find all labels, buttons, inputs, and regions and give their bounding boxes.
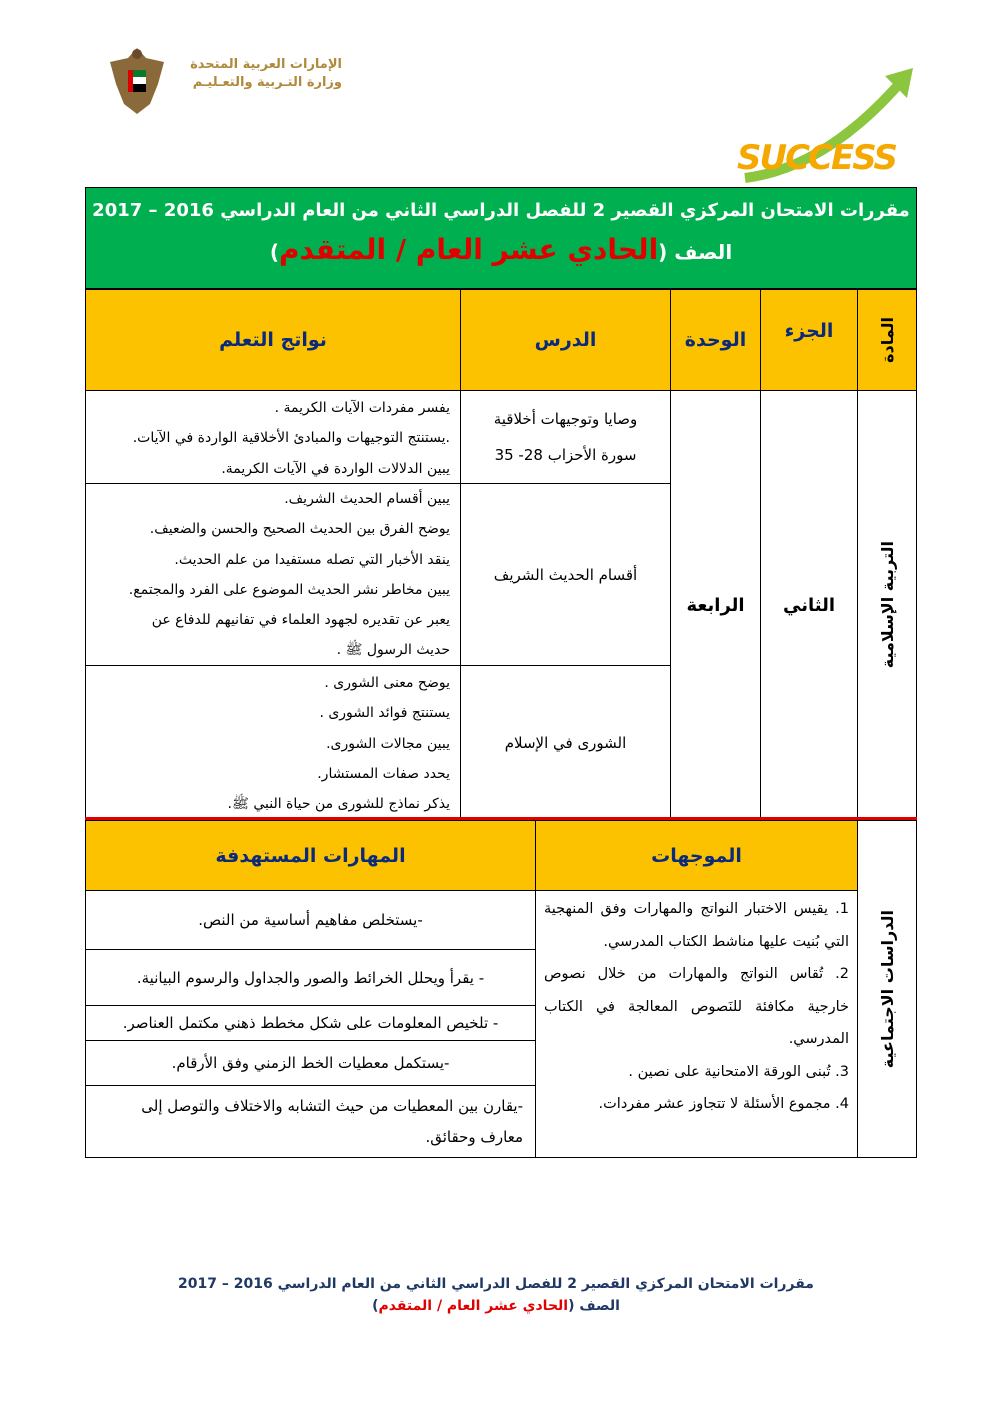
subject-islamic [857,390,917,820]
outcome-item: يعبر عن تقديره لجهود العلماء في تفانيهم للدفاع عن [151,612,450,629]
subject-social [857,820,917,1158]
subject-islamic-label: التربية الإسلامية [877,541,897,669]
outcomes-cell [85,483,461,666]
paren: ) [269,240,279,264]
outcome-item: حديث الرسول ﷺ . [336,642,450,659]
outcome-item: يبين مجالات الشورى. [326,735,450,752]
footer [150,1273,842,1317]
header-lesson: الدرس [460,289,671,391]
direction-item: 4. مجموع الأسئلة لا تتجاوز عشر مفردات. [598,1096,849,1112]
lesson-title: الشورى في الإسلام [504,733,627,752]
title-banner [85,187,917,289]
directions-cell [535,890,858,1158]
outcome-item: يفسر مفردات الآيات الكريمة . [274,400,450,416]
skill-cell: -يقارن بين المعطيات من حيث التشابه والاختلاف والتوصل إلى معارف وحقائق. [85,1085,536,1158]
lesson-subtitle: سورة الأحزاب 28- 35 [494,446,637,464]
footer-grade-prefix: الصف [579,1298,620,1314]
direction-item: 1. يقيس الاختبار النواتج والمهارات وفق المنهجية التي بُنيت عليها مناشط الكتاب المدرسي. [544,901,849,950]
footer-grade: الحادي عشر العام / المتقدم [378,1298,569,1314]
subject-social-label: الدراسات الاجتماعية [877,909,897,1069]
success-logo-text: SUCCESS [737,138,896,178]
outcome-item: يبين أقسام الحديث الشريف. [284,491,450,507]
outcome-item: يوضح معنى الشورى . [324,675,450,691]
org-name-line2: وزارة التـربية والتعـليـم [192,75,342,90]
skill-cell: -يستخلص مفاهيم أساسية من النص. [85,890,536,950]
uae-emblem-logo [106,44,168,118]
unit-cell: الرابعة [670,390,761,820]
header-skills: المهارات المستهدفة [85,820,536,891]
footer-line2: الصف (الحادي عشر العام / المتقدم) [372,1298,620,1314]
outcome-item: يذكر نماذج للشورى من حياة النبي ﷺ. [227,796,450,813]
lesson-cell [460,390,671,484]
grade-name: الحادي عشر العام / المتقدم [278,233,659,266]
outcome-item: يحدد صفات المستشار. [317,765,450,782]
skill-cell: - يقرأ ويحلل الخرائط والصور والجداول والرسوم البيانية. [85,949,536,1006]
outcome-item: يبين مخاطر نشر الحديث الموضوع على الفرد والمجتمع. [128,581,450,598]
header-unit: الوحدة [670,289,761,391]
title-line1: مقررات الامتحان المركزي القصير 2 للفصل الدراسي الثاني من العام الدراسي 2016 – 2017 [92,200,910,221]
header-subject [857,289,917,391]
lesson-title: أقسام الحديث الشريف [493,565,638,584]
outcome-item: ينقد الأخبار التي تصله مستفيدا من علم الحديث. [174,551,450,568]
header-outcomes: نواتج التعلم [85,289,461,391]
paren: ( [658,240,668,264]
header-part: الجزء [760,289,858,391]
header-subject-label: المادة [877,317,897,363]
header-directions: الموجهات [535,820,858,891]
success-logo [735,68,915,188]
outcomes-cell [85,390,461,484]
footer-line1: مقررات الامتحان المركزي القصير 2 للفصل الدراسي الثاني من العام الدراسي 2016 – 2017 [178,1276,814,1292]
org-name [170,56,342,92]
title-line2 [86,233,916,266]
part-cell: الثاني [760,390,858,820]
outcome-item: يستنتج فوائد الشورى . [319,705,450,722]
lesson-title: وصايا وتوجيهات أخلاقية [493,410,638,428]
outcome-item: يوضح الفرق بين الحديث الصحيح والحسن والضعيف. [149,521,450,538]
lesson-cell [460,483,671,666]
outcomes-cell [85,665,461,820]
skill-cell: - تلخيص المعلومات على شكل مخطط ذهني مكتمل العناصر. [85,1005,536,1041]
outcome-item: يبين الدلالات الواردة في الآيات الكريمة. [221,460,450,477]
direction-item: 3. تُبنى الورقة الامتحانية على نصين . [628,1063,849,1080]
grade-prefix: الصف [674,240,733,264]
lesson-cell [460,665,671,820]
direction-item: 2. تُقاس النواتج والمهارات من خلال نصوص خارجية مكافئة للنَصوص المعالجة في الكتاب المدرسي. [544,966,849,1047]
outcome-item: .يستنتج التوجيهات والمبادئ الأخلاقية الواردة في الآيات. [132,430,450,447]
org-name-line1: الإمارات العربية المتحدة [190,57,342,72]
skill-cell: -يستكمل معطيات الخط الزمني وفق الأرقام. [85,1040,536,1086]
